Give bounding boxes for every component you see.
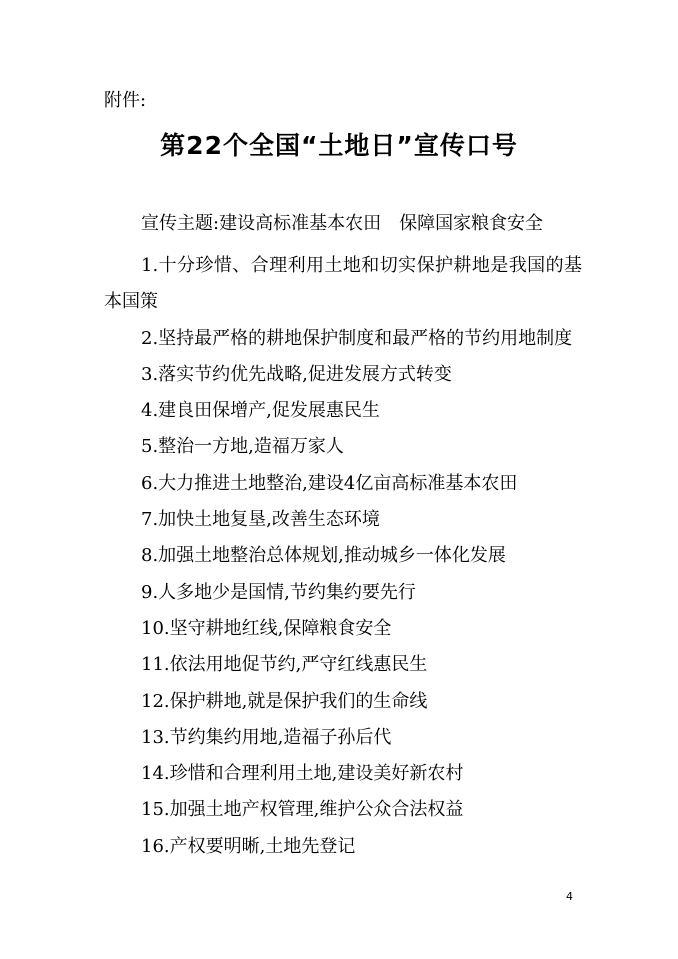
slogan-item: 10.坚守耕地红线,保障粮食安全 (141, 617, 392, 639)
slogan-item: 14.珍惜和合理利用土地,建设美好新农村 (141, 763, 464, 785)
slogan-item: 2.坚持最严格的耕地保护制度和最严格的节约用地制度 (141, 327, 573, 349)
slogan-item: 1.十分珍惜、合理利用土地和切实保护耕地是我国的基本国策 (104, 255, 582, 313)
slogan-item: 5.整治一方地,造福万家人 (141, 436, 344, 458)
slogan-item: 13.节约集约用地,造福子孙后代 (141, 726, 392, 748)
slogan-item: 16.产权要明晰,土地先登记 (141, 835, 356, 857)
slogan-item: 15.加强土地产权管理,维护公众合法权益 (141, 799, 464, 821)
slogan-item: 7.加快土地复垦,改善生态环境 (141, 509, 380, 531)
slogan-item: 8.加强土地整治总体规划,推动城乡一体化发展 (141, 545, 506, 567)
slogan-list (104, 248, 582, 865)
slogan-item: 6.大力推进土地整治,建设4亿亩高标准基本农田 (141, 472, 518, 494)
slogan-item: 9.人多地少是国情,节约集约要先行 (141, 581, 416, 603)
slogan-item: 3.落实节约优先战略,促进发展方式转变 (141, 363, 452, 385)
page-number: 4 (566, 890, 573, 903)
page-title: 第22个全国“土地日”宣传口号 (160, 131, 518, 160)
slogan-item: 12.保护耕地,就是保护我们的生命线 (141, 690, 428, 712)
attachment-label: 附件: (104, 90, 147, 111)
slogan-item: 4.建良田保增产,促发展惠民生 (141, 400, 380, 422)
slogan-item: 11.依法用地促节约,严守红线惠民生 (141, 654, 428, 676)
campaign-theme: 宣传主题:建设高标准基本农田 保障国家粮食安全 (141, 213, 544, 234)
